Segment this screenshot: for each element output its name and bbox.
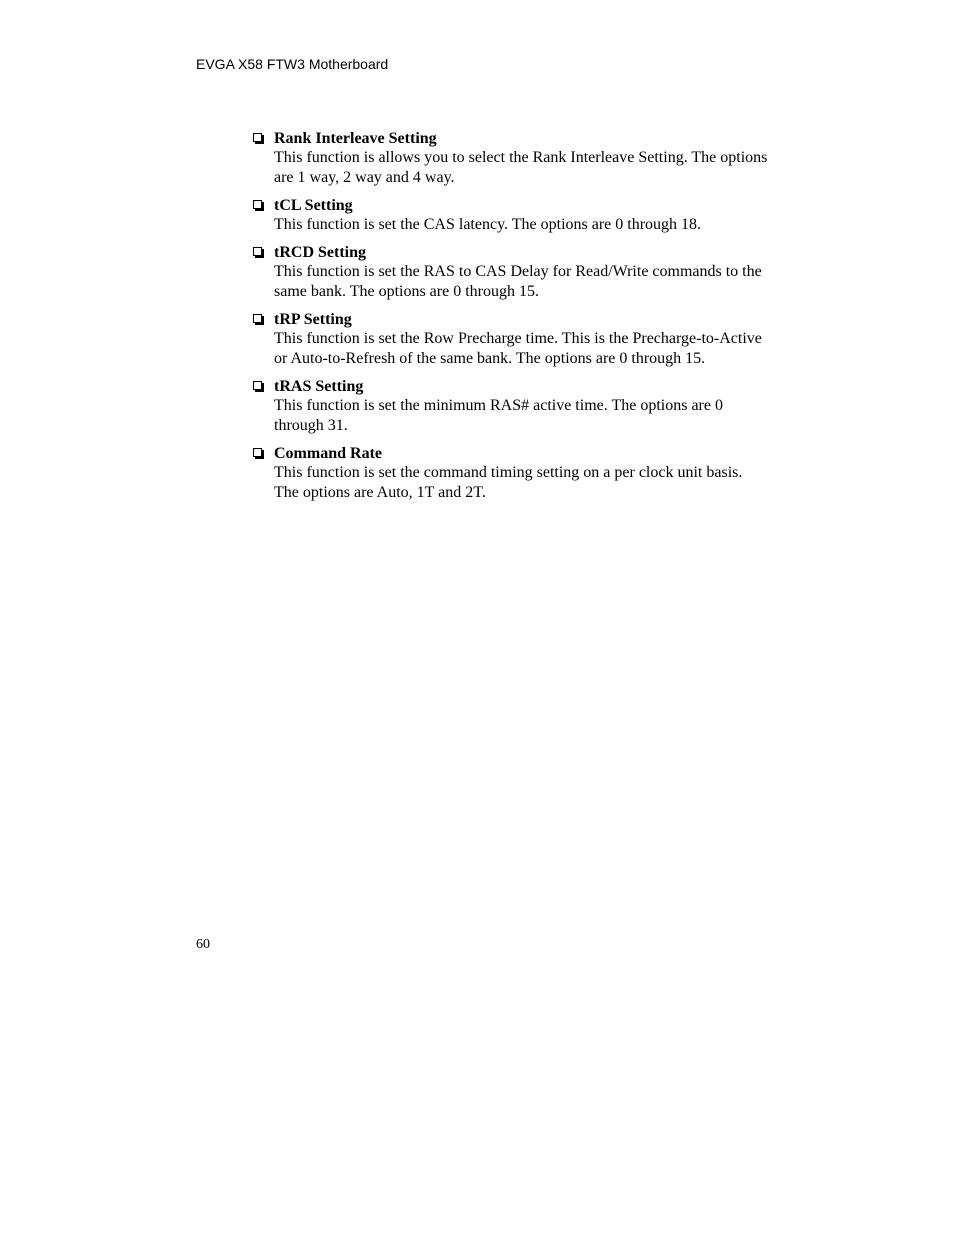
page-number: 60 bbox=[196, 937, 210, 952]
item-description-line: are 1 way, 2 way and 4 way. bbox=[274, 169, 455, 186]
list-item-command-rate bbox=[252, 444, 797, 503]
item-title: tRCD Setting bbox=[274, 244, 366, 261]
item-description-line: This function is set the minimum RAS# active time. The options are 0 bbox=[274, 397, 723, 414]
checkbox-bullet-icon bbox=[253, 448, 262, 457]
list-item-tras bbox=[252, 377, 797, 436]
checkbox-bullet-icon bbox=[253, 133, 262, 142]
item-title: tRAS Setting bbox=[274, 378, 364, 395]
item-description-line: This function is allows you to select the Rank Interleave Setting. The options bbox=[274, 149, 768, 166]
checkbox-bullet-icon bbox=[253, 200, 262, 209]
checkbox-bullet-icon bbox=[253, 381, 262, 390]
item-description-line: This function is set the command timing setting on a per clock unit basis. bbox=[274, 464, 743, 481]
item-description-line: same bank. The options are 0 through 15. bbox=[274, 283, 539, 300]
checkbox-bullet-icon bbox=[253, 314, 262, 323]
list-item-rank-interleave bbox=[252, 129, 797, 188]
item-description-line: The options are Auto, 1T and 2T. bbox=[274, 484, 486, 501]
item-description-line: through 31. bbox=[274, 417, 348, 434]
running-header: EVGA X58 FTW3 Motherboard bbox=[196, 56, 389, 72]
item-title: tCL Setting bbox=[274, 197, 353, 214]
item-description-line: This function is set the CAS latency. The options are 0 through 18. bbox=[274, 216, 702, 233]
item-title: tRP Setting bbox=[274, 311, 352, 328]
item-description-line: This function is set the Row Precharge time. This is the Precharge-to-Active bbox=[274, 330, 762, 347]
item-title: Rank Interleave Setting bbox=[274, 130, 437, 147]
list-item-trp bbox=[252, 310, 797, 369]
list-item-tcl bbox=[252, 196, 797, 235]
item-description-line: or Auto-to-Refresh of the same bank. The options are 0 through 15. bbox=[274, 350, 706, 367]
item-description-line: This function is set the RAS to CAS Delay for Read/Write commands to the bbox=[274, 263, 762, 280]
list-item-trcd bbox=[252, 243, 797, 302]
checkbox-bullet-icon bbox=[253, 247, 262, 256]
settings-list bbox=[252, 129, 797, 511]
item-title: Command Rate bbox=[274, 445, 382, 462]
